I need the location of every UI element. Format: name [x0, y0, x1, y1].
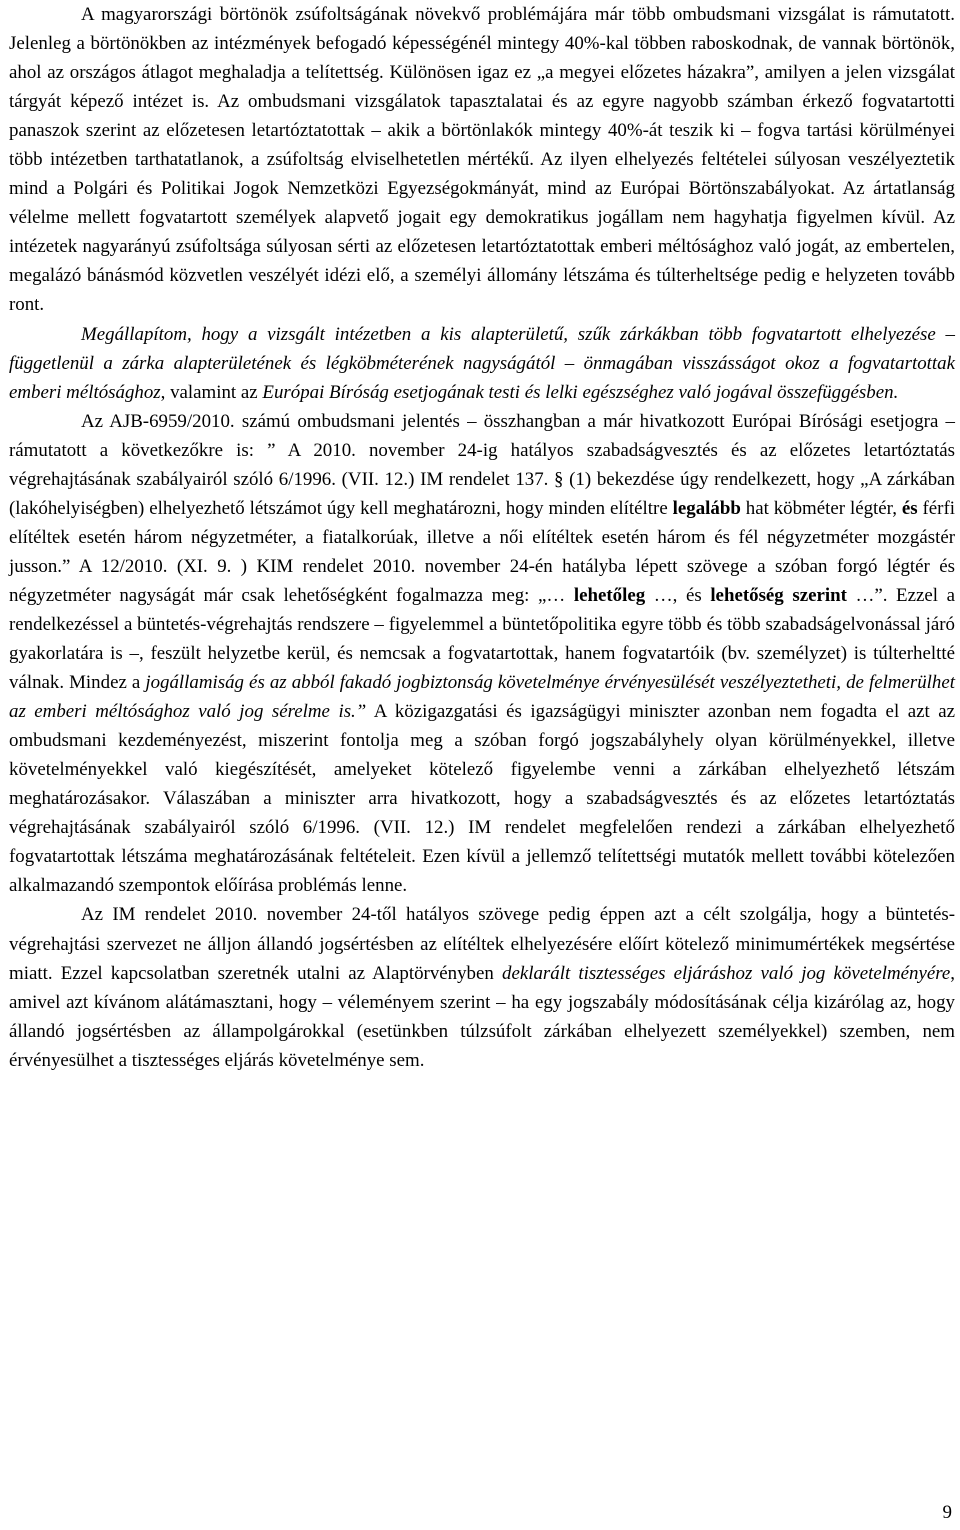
- text-run: …, és: [645, 584, 711, 606]
- paragraph-overcrowding-intro: [9, 0, 955, 320]
- text-run: A közigazgatási és igazságügyi miniszter azonban nem fogadta el azt az ombudsmani kezdeményezést, miszerint fontolja meg a szóban forgó jogszabályhely olyan körülményekkel, illetve követelményekkel való kiegészítését, amelyeket kötelező figyelembe venni a zárkában elhelyezhető létszám meghatározásakor. Válaszában a miniszter arra hivatkozott, hogy a szabadságvesztés és az előzetes letartóztatás végrehajtásának szabályairól szóló 6/1996. (VII. 12.) IM rendelet megfelelően rendezi a zárkában elhelyezhető fogvatartottak létszáma meghatározásának feltételeit. Ezen kívül a jellemző telítettségi mutatók mellett további kötelezően alkalmazandó szempontok előírása problémás lenne.: [9, 701, 955, 897]
- italic-text-run: deklarált tisztességes eljáráshoz való jog követelményére: [502, 962, 951, 984]
- text-run: A magyarországi börtönök zsúfoltságának növekvő problémájára már több ombudsmani vizsgálat is rámutatott. Jelenleg a börtönökben az intézmények befogadó képességénél mintegy 40%-kal többen raboskodnak, de vannak börtönök, ahol az országos átlagot meghaladja a telítettség. Különösen igaz ez „a megyei előzetes házakra”, amilyen a jelen vizsgálat tárgyát képező intézet is. Az ombudsmani vizsgálatok tapasztalatai és az egyre nagyobb számban érkező fogvatartotti panaszok szerint az előzetesen letartóztatottak – akik a börtönlakók mintegy 40%-át teszik ki – fogva tartási körülményei több intézetben tarthatatlanok, a zsúfoltság elviselhetetlen mértékű. Az ilyen elhelyezés feltételei súlyosan veszélyeztetik mind a Polgári és Politikai Jogok Nemzetközi Egyezségokmányát, mind az Európai Börtönszabályokat. Az ártatlanság vélelme mellett fogvatartott személyek alapvető jogait egy demokratikus jogállam nem hagyhatja figyelmen kívül. Az intézetek nagyarányú zsúfoltsága súlyosan sérti az előzetesen letartóztatottak emberi méltósághoz való jogát, az embertelen, megalázó bánásmód közvetlen veszélyét idézi elő, a személyi állomány létszáma és túlterheltsége pedig e helyzeten tovább ront.: [9, 4, 955, 316]
- page-number: 9: [942, 1502, 952, 1523]
- text-run: …”. Ezzel a rendelkezéssel a büntetés-végrehajtás rendszere – figyelemmel a büntetőpolitika egyre több és több szabadságelvonással járó gyakorlatára is –, feszült helyzetbe kerül, és nemcsak a fogvatartottak, hanem fogvatartóik (bv. személyzet) is túlterheltté válnak. Mindez a: [9, 584, 955, 694]
- paragraph-ajb-report: [9, 407, 955, 901]
- bold-text-run: lehetőség szerint: [710, 584, 847, 606]
- text-run: , amivel azt kívánom alátámasztani, hogy – véleményem szerint – ha egy jogszabály módosításának célja kizárólag az, hogy állandó jogsértésben az állampolgárokkal (esetünkben túlzsúfolt zárkában elhelyezett személyekkel) szemben, nem érvényesülhet a tisztességes eljárás követelménye sem.: [9, 962, 955, 1071]
- text-run: hat köbméter légtér,: [740, 497, 902, 519]
- bold-text-run: lehetőleg: [573, 584, 646, 606]
- italic-text-run: jogállamiság és az abból fakadó jogbiztonság követelménye érvényesülését veszélyeztetheti, de felmerülhet az emberi méltósághoz való jog sérelme is.”: [9, 672, 955, 723]
- text-run: , valamint az: [160, 381, 263, 403]
- bold-text-run: és: [901, 497, 918, 519]
- text-run: férfi elítéltek esetén három négyzetméter, a fiatalkorúak, illetve a női elítéltek esetén három és fél négyzetméter mozgástér jusson.” A 12/2010. (XI. 9. ) KIM rendelet 2010. november 24-én hatályba lépett szövege a szóban forgó légtér és négyzetméter nagyságát már csak lehetőségként fogalmazza meg: „…: [9, 497, 956, 606]
- text-run: Az IM rendelet 2010. november 24-től hatályos szövege pedig éppen azt a célt szolgálja, hogy a büntetés-végrehajtási szervezet ne álljon állandó jogsértésben az elítéltek elhelyezésére előírt kötelező minimumértékek megsértése miatt. Ezzel kapcsolatban szeretnék utalni az Alaptörvényben: [9, 904, 955, 984]
- paragraph-finding: [9, 320, 955, 407]
- document-body: [9, 0, 955, 1075]
- italic-text-run: Európai Bíróság esetjogának testi és lelki egészséghez való jogával összefüggésben.: [262, 381, 899, 403]
- paragraph-im-decree: [9, 900, 955, 1074]
- text-run: Az AJB-6959/2010. számú ombudsmani jelentés – összhangban a már hivatkozott Európai Bírósági esetjogra – rámutatott a következőkre is: ” A 2010. november 24-ig hatályos szabadságvesztés és az előzetes letartóztatás végrehajtásának szabályairól szóló 6/1996. (VII. 12.) IM rendelet 137. § (1) bekezdése úgy rendelkezett, hogy „A zárkában (lakóhelyiségben) elhelyezhető létszámot úgy kell meghatározni, hogy minden elítéltre: [9, 410, 955, 519]
- italic-text-run: Megállapítom, hogy a vizsgált intézetben a kis alapterületű, szűk zárkákban több fogvatartott elhelyezése – függetlenül a zárka alapterületének és légköbméterének nagyságától – önmagában visszásságot okoz a fogvatartottak emberi méltósághoz: [9, 323, 955, 403]
- bold-text-run: legalább: [672, 497, 741, 519]
